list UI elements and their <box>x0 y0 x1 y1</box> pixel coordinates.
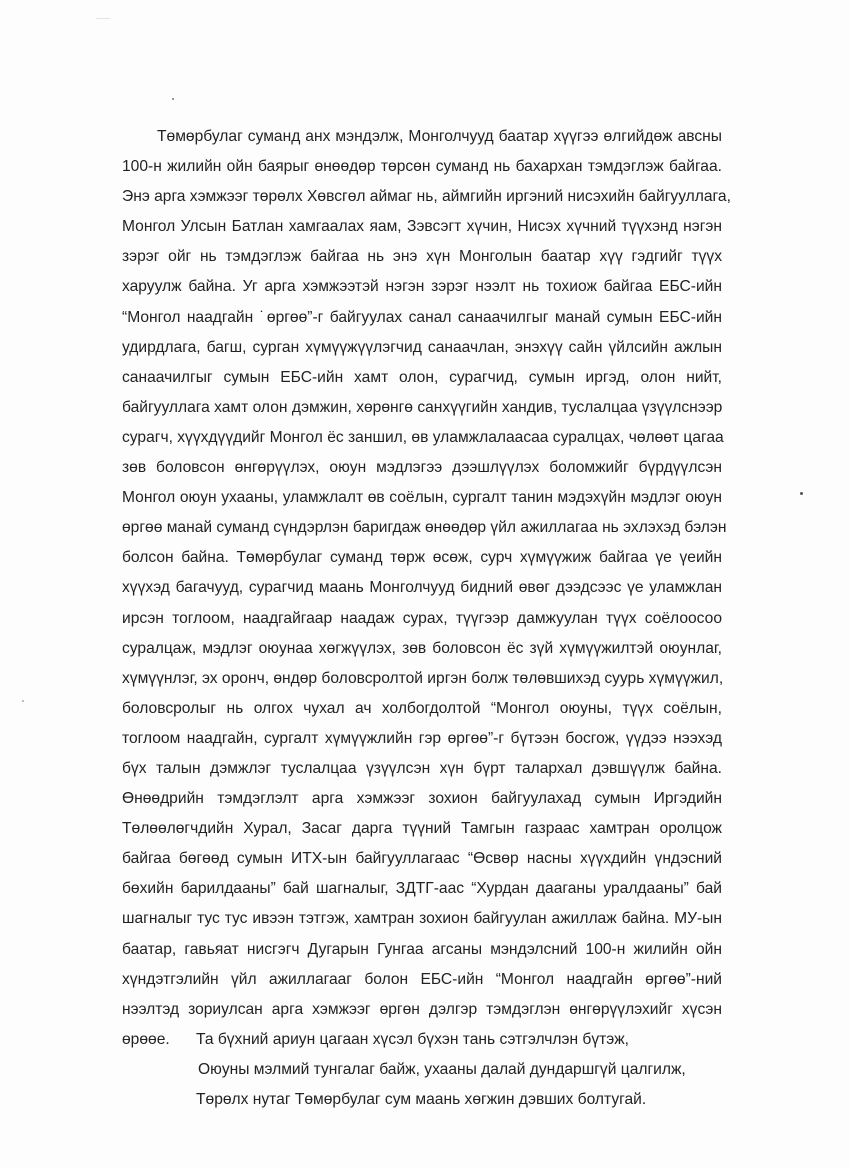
text-line: Энэ арга хэмжээг төрөлх Хөвсгөл аймаг нь, аймгийн иргэний нисэхийн байгууллага, <box>122 188 731 206</box>
text-line: зөв боловсон өнгөрүүлэх, оюун мэдлэгээ дээшлүүлэх боломжийг бүрдүүлсэн <box>122 459 722 477</box>
text-line: тоглоом наадгайн, сургалт хүмүүжлийн гэр өргөө”-г бүтээн босгож, үүдээ нээхэд <box>122 729 722 747</box>
text-line: удирдлага, багш, сурган хүмүүжүүлэгчид санаачлан, энэхүү сайн үйлсийн ажлын <box>122 338 722 356</box>
text-line: суралцаж, мэдлэг оюунаа хөгжүүлэх, зөв боловсон ёс зүй хүмүүжилтэй оюунлаг, <box>122 639 722 657</box>
text-line: нээлтэд зориулсан арга хэмжээг өргөн дэлгэр тэмдэглэн өнгөрүүлэхийг хүсэн <box>122 1000 722 1018</box>
closing-line <box>122 1025 722 1055</box>
text-line: зэрэг ойг нь тэмдэглэж байгаа нь энэ хүн Монголын баатар хүү гэдгийг түүх <box>122 248 722 266</box>
poem-line: Та бүхний ариун цагаан хүсэл бүхэн тань сэтгэлчлэн бүтэж, <box>196 1030 629 1048</box>
text-line: Төмөрбулаг суманд анх мэндэлж, Монголчууд баатар хүүгээ өлгийдөж авсны <box>157 128 722 145</box>
poem-line: Оюуны мэлмий тунгалаг байж, ухааны далай дундаршгүй цалгилж, <box>198 1060 686 1078</box>
text-line: боловсролыг нь олгох чухал ач холбогдолтой “Монгол оюуны, түүх соёлын, <box>122 699 722 717</box>
text-line: ирсэн тоглоом, наадгайгаар наадаж сурах, түүгээр дамжуулан түүх соёлоосоо <box>122 609 722 627</box>
text-line: хүүхэд багачууд, сурагчид маань Монголчууд бидний өвөг дээдсээс үе уламжлан <box>122 579 722 597</box>
text-line: байгууллага хамт олон дэмжин, хөрөнгө санхүүгийн хандив, туслалцаа үзүүлснээр <box>122 398 723 416</box>
text-line: Өнөөдрийн тэмдэглэлт арга хэмжээг зохион байгуулахад сумын Иргэдийн <box>122 790 722 808</box>
scan-speck <box>96 18 110 19</box>
text-line: Монгол оюун ухааны, уламжлалт өв соёлын, сургалт танин мэдэхүйн мэдлэг оюун <box>122 489 722 507</box>
text-line: Төлөөлөгчдийн Хурал, Засаг дарга түүний Тамгын газраас хамтран оролцож <box>122 820 722 838</box>
text-line: байгаа бөгөөд сумын ИТХ-ын байгууллагаас “Өсвөр насны хүүхдийн үндэсний <box>122 850 722 868</box>
text-line: харуулж байна. Уг арга хэмжээтэй нэгэн зэрэг нээлт нь тохиож байгаа ЕБС-ийн <box>122 278 722 296</box>
text-line: Монгол Улсын Батлан хамгаалах яам, Зэвсэгт хүчин, Нисэх хүчний түүхэнд нэгэн <box>122 218 722 236</box>
text-line: хүмүүнлэг, эх оронч, өндөр боловсролтой иргэн болж төлөвшихэд суурь хүмүүжил, <box>122 669 724 687</box>
text-line: шагналыг тус тус ивээн тэтгэж, хамтран зохион байгуулан ажиллаж байна. МУ-ын <box>122 910 722 928</box>
text-line: болсон байна. Төмөрбулаг суманд төрж өсөж, сурч хүмүүжиж байгаа үе үеийн <box>122 549 722 567</box>
text-line: бөхийн барилдааны” бай шагналыг, ЗДТГ-аас “Хурдан дааганы уралдааны” бай <box>122 880 722 898</box>
text-line: өргөө манай суманд сүндэрлэн баригдаж өнөөдөр үйл ажиллагаа нь эхлэхэд бэлэн <box>122 519 727 537</box>
text-line: “Монгол наадгайн ˙өргөө”-г байгуулах санал санаачилгыг манай сумын ЕБС-ийн <box>122 308 722 326</box>
text-line: сурагч, хүүхдүүдийг Монгол ёс заншил, өв уламжлалаасаа суралцах, чөлөөт цагаа <box>122 428 724 446</box>
text-line: хүндэтгэлийн үйл ажиллагааг болон ЕБС-ийн “Монгол наадгайн өргөө”-ний <box>122 970 722 988</box>
text-line: 100-н жилийн ойн баярыг өнөөдөр төрсөн суманд нь бахархан тэмдэглэж байгаа. <box>122 158 722 176</box>
closing-word: өрөөе. <box>122 1030 170 1048</box>
text-line: санаачилгыг сумын ЕБС-ийн хамт олон, сурагчид, сумын иргэд, олон нийт, <box>122 368 722 386</box>
text-line: баатар, гавьяат нисгэгч Дугарын Гунгаа агсаны мэндэлсний 100-н жилийн ойн <box>122 940 722 958</box>
scan-speck <box>22 700 24 702</box>
scan-speck <box>800 492 803 495</box>
poem-line: Төрөлх нутаг Төмөрбулаг сум маань хөгжин дэвших болтугай. <box>196 1091 647 1108</box>
letter-body <box>122 122 731 1115</box>
text-line: бүх талын дэмжлэг туслалцаа үзүүлсэн хүн бүрт талархал дэвшүүлж байна. <box>122 759 722 777</box>
scan-speck <box>172 98 174 100</box>
